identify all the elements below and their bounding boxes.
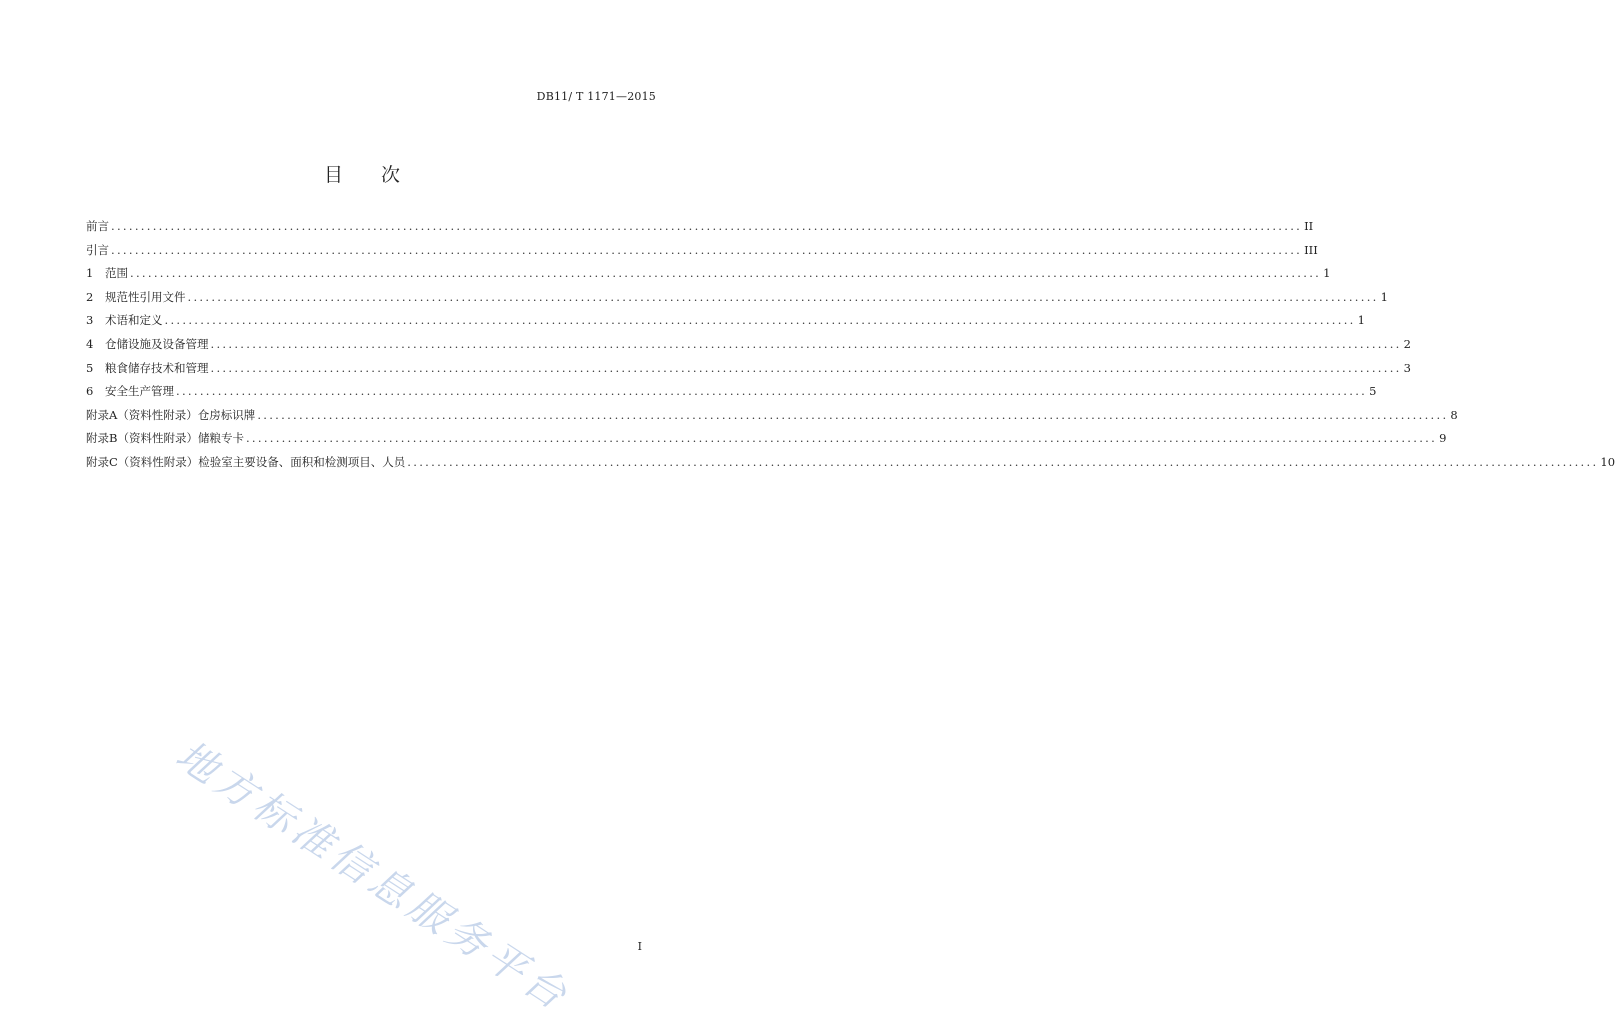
toc-entry-foreword[interactable] <box>86 218 1314 242</box>
toc-entry-terms-definitions[interactable] <box>86 312 1365 336</box>
toc-number: 1 <box>86 266 94 281</box>
toc-leader: ........................................................................................................................................................................................................ <box>210 360 1402 375</box>
toc-leader: ........................................................................................................................................................................................................ <box>407 454 1599 469</box>
toc-leader: ........................................................................................................................................................................................................ <box>176 384 1368 399</box>
toc-label: 仓储设施及设备管理 <box>105 336 209 351</box>
toc-leader: ........................................................................................................................................................................................................ <box>245 431 1438 446</box>
toc-leader: ........................................................................................................................................................................................................ <box>130 266 1322 281</box>
toc-label: 粮食储存技术和管理 <box>105 360 209 375</box>
toc-entry-safety-management[interactable] <box>86 383 1377 407</box>
toc-entry-storage-facilities[interactable] <box>86 336 1411 360</box>
table-of-contents <box>86 218 1615 478</box>
toc-entry-grain-storage[interactable] <box>86 360 1411 384</box>
toc-entry-appendix-c[interactable] <box>86 454 1615 478</box>
toc-page: 8 <box>1450 407 1458 422</box>
toc-page: 9 <box>1439 431 1447 446</box>
toc-number: 3 <box>86 313 94 328</box>
toc-label: 附录A（资料性附录）仓房标识牌 <box>86 407 256 422</box>
toc-label: 术语和定义 <box>105 313 163 328</box>
toc-entry-scope[interactable] <box>86 265 1331 289</box>
title-char-1: 目 <box>323 164 343 186</box>
toc-number: 2 <box>86 289 94 304</box>
toc-label: 附录B（资料性附录）储粮专卡 <box>86 431 244 446</box>
toc-label: 规范性引用文件 <box>105 289 186 304</box>
toc-leader: ........................................................................................................................................................................................................ <box>111 219 1303 233</box>
toc-leader: ........................................................................................................................................................................................................ <box>111 242 1303 257</box>
toc-label: 引言 <box>86 242 109 257</box>
page-number: I <box>637 940 642 953</box>
toc-leader: ........................................................................................................................................................................................................ <box>257 407 1449 422</box>
toc-page: 1 <box>1323 266 1331 281</box>
toc-page: 10 <box>1600 454 1615 469</box>
toc-entry-introduction[interactable] <box>86 242 1318 266</box>
toc-page: 2 <box>1403 336 1411 351</box>
toc-leader: ........................................................................................................................................................................................................ <box>187 289 1379 304</box>
toc-leader: ........................................................................................................................................................................................................ <box>210 336 1402 351</box>
toc-number: 5 <box>86 360 94 375</box>
toc-label: 附录C（资料性附录）检验室主要设备、面积和检测项目、人员 <box>86 454 406 469</box>
toc-page: 5 <box>1369 384 1377 399</box>
document-code: DB11/ T 1171—2015 <box>536 90 656 103</box>
toc-entry-appendix-b[interactable] <box>86 430 1447 454</box>
title-char-2: 次 <box>381 164 401 186</box>
toc-number: 6 <box>86 384 94 399</box>
toc-page: 3 <box>1403 360 1411 375</box>
watermark: 地方标准信息服务平台 <box>167 732 579 1022</box>
page-title <box>0 160 724 187</box>
toc-page: II <box>1304 219 1314 233</box>
toc-number: 4 <box>86 336 94 351</box>
toc-label: 安全生产管理 <box>105 384 174 399</box>
toc-label: 前言 <box>86 219 109 233</box>
toc-page: 1 <box>1380 289 1388 304</box>
toc-label: 范围 <box>105 266 128 281</box>
toc-entry-normative-references[interactable] <box>86 289 1388 313</box>
toc-page: III <box>1304 242 1318 257</box>
toc-leader: ........................................................................................................................................................................................................ <box>164 313 1356 328</box>
toc-page: 1 <box>1357 313 1365 328</box>
toc-entry-appendix-a[interactable] <box>86 407 1458 431</box>
